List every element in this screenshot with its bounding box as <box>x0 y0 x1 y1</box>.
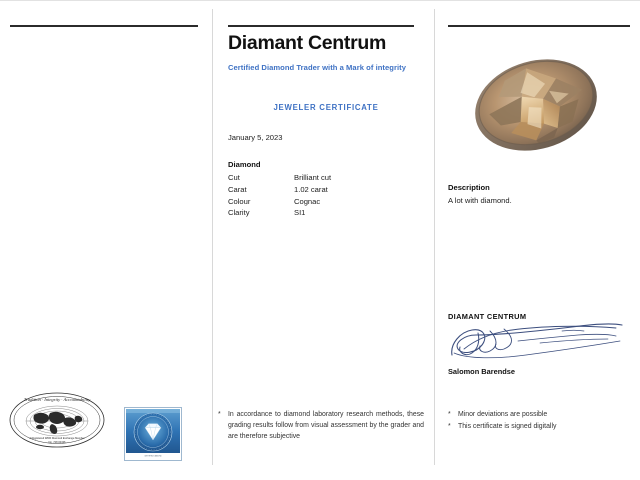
table-row <box>228 173 331 185</box>
column-divider-right <box>434 9 435 465</box>
spec-value: Brilliant cut <box>294 173 332 183</box>
spec-value: SI1 <box>294 208 306 218</box>
certificate-date: January 5, 2023 <box>228 133 283 143</box>
footnote-marker: * <box>218 411 221 418</box>
page-title: Diamant Centrum <box>228 32 387 54</box>
svg-text:A Registered WDR Diamond Excha: A Registered WDR Diamond Exchange Member <box>29 437 85 440</box>
certificate-main-column <box>228 33 424 220</box>
footnotes-right <box>448 409 630 432</box>
spec-label: Carat <box>228 185 247 195</box>
table-row <box>228 208 331 220</box>
signature-graphic <box>448 319 630 365</box>
header-rule-left <box>10 25 198 27</box>
diamond-photo <box>466 47 612 159</box>
signature-company-name: DIAMANT CENTRUM <box>448 312 527 321</box>
certificate-right-column <box>448 33 630 205</box>
header-rule-right <box>448 25 630 27</box>
footnote-marker: * <box>448 411 451 418</box>
diamond-photo-container <box>448 41 630 161</box>
description-text: A lot with diamond. <box>448 196 512 205</box>
spec-label: Clarity <box>228 208 250 218</box>
column-divider-left <box>212 9 213 465</box>
footnote-text: In accordance to diamond laboratory research methods, these grading results follow from visual assessment by the grader and are therefore subjective <box>228 411 424 441</box>
description-block <box>448 183 630 205</box>
footnote <box>448 409 630 420</box>
spec-label: Cut <box>228 173 240 183</box>
signer-name: Salomon Barendse <box>448 367 515 376</box>
spec-label: Colour <box>228 196 251 206</box>
signature-block <box>448 312 630 376</box>
table-row <box>228 197 331 209</box>
description-heading: Description <box>448 183 490 192</box>
svg-text:No. 728 00436: No. 728 00436 <box>48 441 66 444</box>
world-map-seal-icon <box>8 391 106 449</box>
footnote <box>218 409 424 443</box>
footnote-text: This certificate is signed digitally <box>458 423 557 431</box>
spec-value: 1.02 carat <box>294 185 328 195</box>
spec-value: Cognac <box>294 196 321 206</box>
handwritten-signature-icon <box>444 319 630 365</box>
diamond-specs-table <box>228 173 331 219</box>
specs-heading: Diamond <box>228 160 261 170</box>
footnotes-main <box>218 409 424 443</box>
footnote-marker: * <box>448 423 451 431</box>
footnote <box>448 421 630 432</box>
svg-text:Tradition · Integrity · Accoun: Tradition · Integrity · Accountability <box>23 397 91 402</box>
certificate-type-heading: JEWELER CERTIFICATE <box>273 103 379 113</box>
header-rule-center <box>228 25 414 27</box>
diamond-badge-seal <box>124 407 182 461</box>
footnote-text: Minor deviations are possible <box>458 411 548 418</box>
table-row <box>228 185 331 197</box>
blue-diamond-badge-icon <box>126 409 180 459</box>
svg-text:CERTIFIED DIAMOND: CERTIFIED DIAMOND <box>144 455 162 458</box>
brand-tagline: Certified Diamond Trader with a Mark of integrity <box>228 63 406 73</box>
